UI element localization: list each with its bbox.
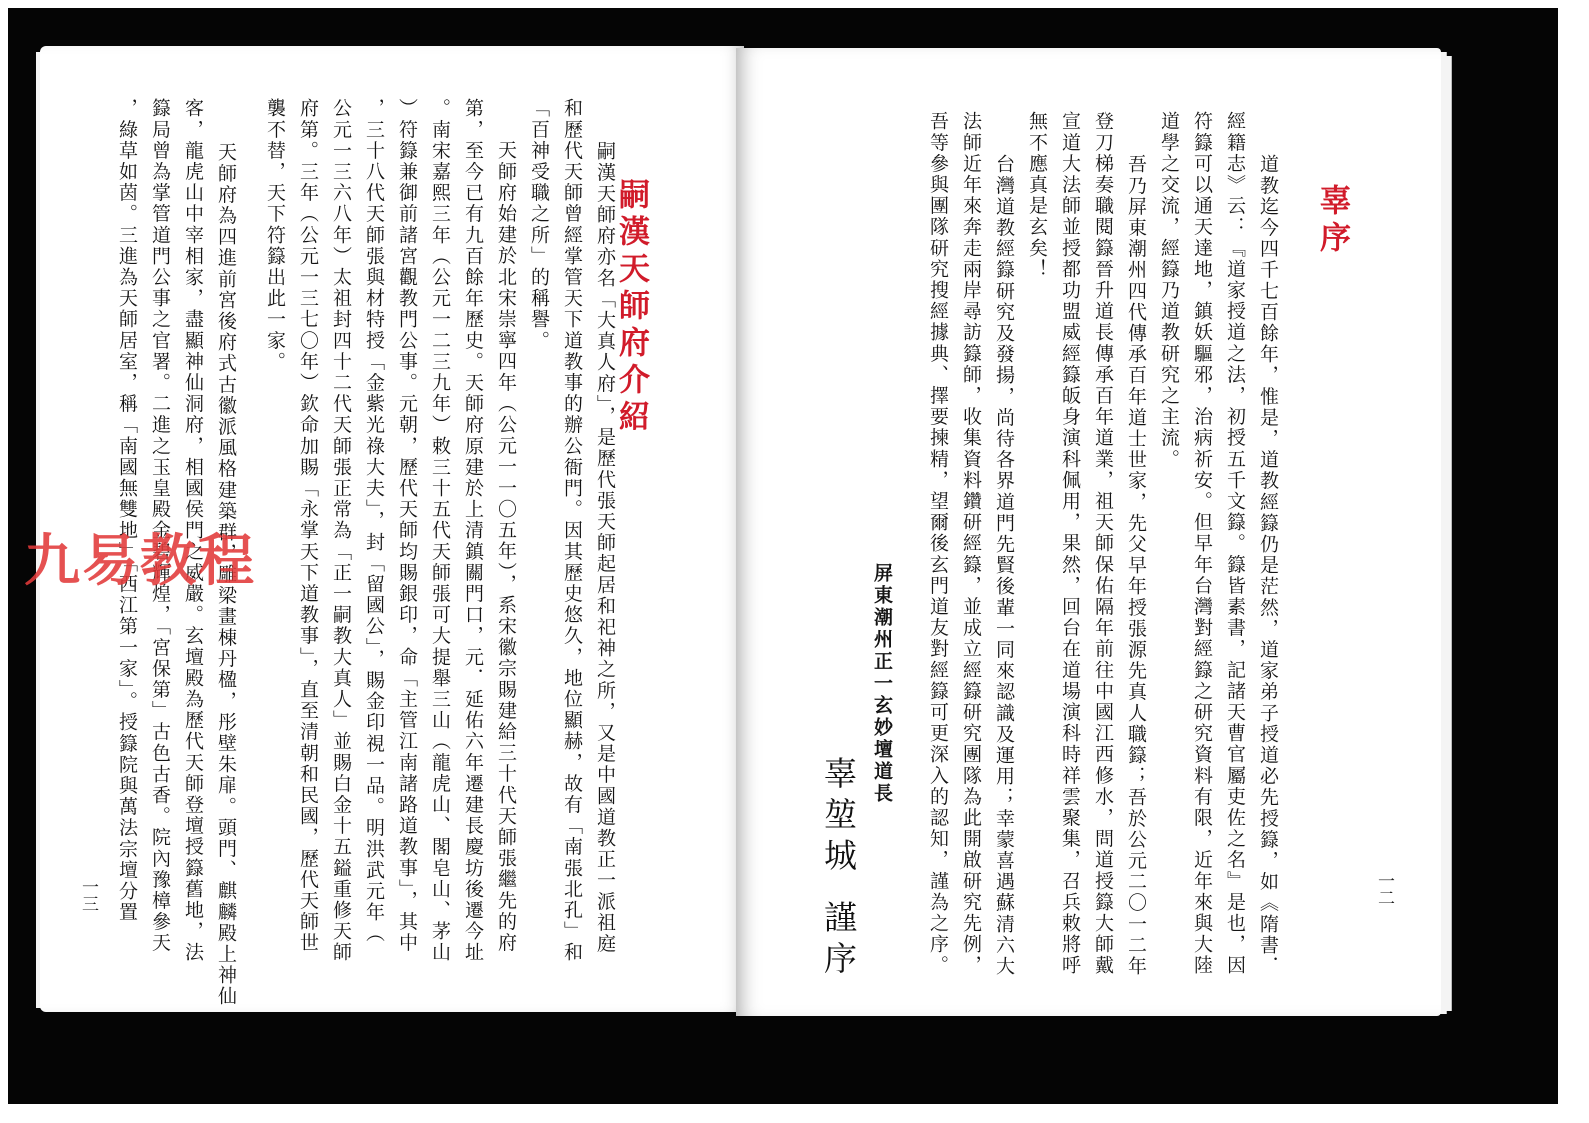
text-column: 襲不替，天下符籙出此一家。 [264, 98, 286, 373]
text-column: 符籙可以通天達地，鎮妖驅邪，治病祈安。但早年台灣對經籙之研究資料有限，近年來與大陸 [1191, 111, 1213, 977]
right-page-title: 辜序 [1314, 184, 1350, 258]
text-column: 公元一三六八年）太祖封四十二代天師張正常為「正一嗣教大真人」並賜白金十五鎰重修天師 [330, 98, 352, 964]
text-column: 登刀梯奏職閱籙晉升道長傳承百年道業，祖天師保佑隔年前往中國江西修水，問道授籙大師戴 [1092, 111, 1114, 977]
right-page [736, 48, 1441, 1016]
signature-org: 屏東潮州正一玄妙壇道長 [871, 563, 893, 805]
text-column: 客，龍虎山中宰相家，盡顯神仙洞府，相國侯門之威嚴。玄壇殿為歷代天師登壇授籙舊地，法 [182, 98, 204, 964]
text-column: ，三十八代天師張與材特授「金紫光祿大夫」，封「留國公」，賜金印視一品。明洪武元年（ [363, 98, 385, 945]
scan-background [8, 8, 1558, 1104]
text-column: 籙局曾為掌管道門公事之官署。二進之玉皇殿金碧輝煌，「宮保第」古色古香。院內豫樟參天 [149, 98, 171, 954]
text-column: 宣道大法師並授都功盟威經籙皈身演科佩用，果然，回台在道場演科時祥雲聚集，召兵敕將呼 [1059, 111, 1081, 977]
text-column: 經籍志》云：『道家授道之法，初授五千文籙。籙皆素書，記諸天曹官屬吏佐之名』是也，因 [1224, 111, 1246, 977]
watermark-text: 九易教程 [24, 529, 256, 594]
text-column: 台灣道教經籙研究及發揚，尚待各界道門先賢後輩一同來認識及運用；幸蒙喜遇蘇清六大 [993, 154, 1015, 977]
text-column: 法師近年來奔走兩岸尋訪籙師，收集資料鑽研經籙，並成立經籙研究團隊為此開啟研究先例， [960, 111, 982, 977]
text-column: 天師府為四進前宮後府式古徽派風格建築群，雕梁畫棟丹楹，彤壁朱扉。頭門、麒麟殿上神仙 [215, 142, 237, 1008]
signature-name: 辜堃城 [819, 756, 858, 879]
signature-closing: 謹序 [819, 900, 858, 982]
text-column: 道學之交流，經籙乃道教研究之主流。 [1158, 111, 1180, 470]
left-page-title: 嗣漢天師府介紹 [613, 178, 649, 437]
text-column: ）符籙兼御前諸宮觀教門公事。元朝，歷代天師均賜銀印，命「主管江南諸路道教事」，其中 [396, 98, 418, 954]
text-column: 吾等參與團隊研究搜經據典、擇要揀精，望爾後玄門道友對經籙可更深入的認知，謹為之序。 [927, 111, 949, 977]
text-column: 。南宋嘉熙三年（公元一二三九年）敕三十五代天師張可大提舉三山（龍虎山、閣皂山、茅山 [429, 98, 451, 964]
text-column: 天師府始建於北宋崇寧四年（公元一一〇五年），系宋徽宗賜建給三十代天師張繼先的府 [495, 140, 517, 954]
text-column: ，綠草如茵。三進為天師居室，稱「南國無雙地」「西江第一家」。授籙院與萬法宗壇分置 [116, 98, 138, 923]
text-column: 府第。三年（公元一三七〇年）欽命加賜「永掌天下道教事」，直至清朝和民國，歷代天師世 [297, 98, 319, 954]
text-column: 無不應真是玄矣！ [1026, 111, 1048, 280]
text-column: 嗣漢天師府亦名「大真人府」，是歷代張天師起居和祀神之所，又是中國道教正一派祖庭 [594, 141, 616, 955]
text-column: 吾乃屏東潮州四代傳承百年道士世家，先父早年授張源先真人職籙；吾於公元二〇一二年 [1125, 154, 1147, 977]
page-number: 一三 [78, 878, 98, 912]
text-column: 和歷代天師曾經掌管天下道教事的辦公衙門。因其歷史悠久，地位顯赫，故有「南張北孔」和 [561, 98, 583, 964]
text-column: 第，至今已有九百餘年歷史。天師府原建於上清鎮關門口，元．延佑六年遷建長慶坊後遷今址 [462, 98, 484, 964]
page-edge [1446, 56, 1452, 1011]
text-column: 「百神受職之所」的稱譽。 [528, 98, 550, 352]
text-column: 道教迄今四千七百餘年，惟是，道教經籙仍是茫然，道家弟子授道必先授籙，如《隋書． [1257, 154, 1279, 977]
page-number: 一二 [1374, 872, 1394, 906]
